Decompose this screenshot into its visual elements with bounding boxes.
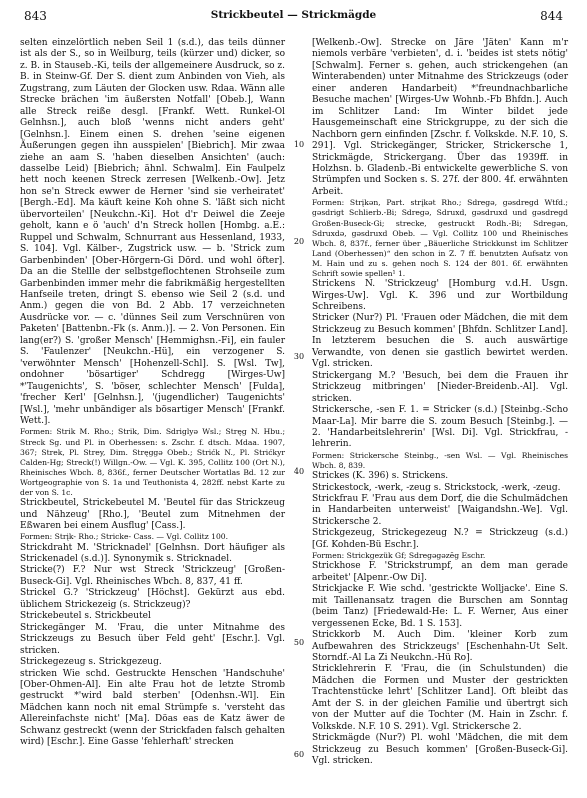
page-number-left: 843	[24, 9, 47, 23]
entry-paragraph: Formen: Strįk- Rho.; Stricke- Cass. — Vgl. Collitz 100.	[20, 532, 229, 542]
entry-paragraph: Stricke(?) F.? Nur wst Streck 'Strickzeug' [Großen-Buseck-Gi]. Vgl. Rheinisches Wbch. 8, 837, 41 ff.	[20, 565, 285, 587]
page-title: Strickbeutel — Strickmägde	[210, 9, 377, 21]
right-column	[312, 38, 568, 768]
entry-paragraph: Formen: Strickersche Steinbg., -sen Wsl. — Vgl. Rheinisches Wbch. 8, 839.	[312, 450, 568, 470]
entry-paragraph: Strickgezeug, Strickegezeug N.? = Strickzeug (s.d.) [Gf. Kohden-Bü Eschr.].	[312, 528, 568, 550]
entry-paragraph: Strickhose F. 'Strickstrumpf, an dem man gerade arbeitet' [Alpenr.-Ow Di].	[312, 561, 568, 583]
line-number: 50	[293, 638, 305, 647]
entry-paragraph: Strickens N. 'Strickzeug' [Homburg v.d.H. Usgn. Wirges-Uw]. Vgl. K. 396 und zur Wortbildung Schreibens.	[312, 279, 568, 312]
entry-paragraph: selten einzelörtlich neben Seil 1 (s.d.), das teils dünner ist als der S., so in Weilburg, teils (kürzer und) dicker, so z. B. in Stauseb.-Ki, teils der allgemeinere Ausdruck, so z. B. in Steinw-Gf. Der S. dient zum Anbinden von Vieh, als Zugstrang, zum Läuten der Glocken usw. Rdaa. Wänn alle Strecke brächen 'im äußersten Notfall' [Obeb.], Wann alle Streck reiße desgl. [Frankf. Wett. Runkel-Ol Gelnhsn.], auch bloß 'wenns nicht anders geht' [Gelnhsn.]. Einem einen S. drehen 'seine eigenen Äußerungen gegen ihn ausspielen' [Biebrich]. Mir zwaa ziehe an aam S. 'haben dieselben Ansichten' (auch: dasselbe Leid) [Biebrich; ähnl. Schwalm]. Ein Faulpelz hett noch keenen Streck zerresen [Welkenb.-Ow]. Jetz hon se'n Streck ewwer de Herner 'sind sie verheiratet' [Bergh.-Ed]. Ma käuft keine Koh ohne S. 'läßt sich nicht übervorteilen' [Neukchn.-Ki]. Hot d'r Deiwel die Zeeje geholt, kann e ö 'auch' d'n Streck hollen [Hombg. a.E.: Ruppel und Schwalm, Schnurrant aus Hessenland, 1933, S. 104]. Vgl. Kälber-, Zugstrick usw. — b. 'Strick zum Garbenbinden' [Ober-Hörgern-Gi Dörd. und wohl öfter]. Da an die Stellle der selbstgeflochtenen Strohseile zum Garbenbinden immer mehr die fabrikmäßig hergestellten Hanfseile treten, dringt S. ebenso wie Seil 2 (s.d. und Anm.) gegen die von Bd. 2 Abb. 17 verzeichneten Ausdrücke vor. — c. 'dünnes Seil zum Verschnüren von Paketen' [Battenbn.-Fk (s. Anm.)]. — 2. Von Personen. Ein lang(er?) S. 'großer Mensch' [Hemmighsn.-Fi], ein fauler S. 'Faulenzer' [Neukchn.-Hü], ein verzogener S. 'verwöhnter Mensch' [Hohenzell-Schl]. S. [Wsl. Tw], ondohner 'bösartiger' Schdregg [Wirges-Uw] *'Taugenichts', S. 'böser, schlechter Mensch' [Fulda], 'frecher Kerl' [Gelnhsn.], '(jugendlicher) Taugenichts' [Wsl.], 'mehr unbändiger als bösartiger Mensch' [Frankf. Wett.].	[20, 38, 285, 426]
page-header	[0, 0, 587, 30]
entry-paragraph: Strickestock, -werk, -zeug s. Strickstock, -werk, -zeug.	[312, 482, 561, 493]
entry-paragraph: Strickjacke F. Wie schd. 'gestrickte Wolljacke'. Eine S. mit Taillenansatz tragen die Burschen am Sonntag (beim Tanz) [Friedewald-He: L. F. Werner, Aus einer vergessenen Ecke, Bd. 1 S. 153].	[312, 584, 568, 629]
entry-paragraph: stricken Wie schd. Gestruckte Henschen 'Handschuhe' [Ober-Ohmen-Al]. Ein alte Frau hot de letzte Stromb gestruckt *'wird bald sterben' [Odenhsn.-Wl]. Ein Mädchen kann noch nit emal Strümpfe s. 'versteht das Allereinfachste nicht' [Ma]. Döas eas de Katz äwer de Schwanz gestreckt (wenn der Strickfaden falsch gehalten wird) [Eschr.]. Eine Gasse 'fehlerhaft' strecken	[20, 668, 285, 748]
entry-paragraph: Strickdraht M. 'Stricknadel' [Gelnhsn. Dort häufiger als Strickenadel (s.d.)]. Synonymik s. Stricknadel.	[20, 542, 285, 564]
line-number: 10	[293, 140, 305, 149]
entry-paragraph: Formen: Strįkən, Part. strįkət Rho.; Sdregə, gəsdregd Wtfd.; gəsdrigt Schlierb.-Bi; Sdregə, Sdruxd, gəsdruxd und gəsdregd Großen-Buseck-Gi; strecke, gestruckt Rodh.-Bi; Sdregən, Sdruxdə, gəsdruxd Obeb. — Vgl. Collitz 100 und Rheinisches Wbch. 8, 837f., ferner über „Bäuerliche Strickkunst im Schlitzer Land (Oberhessen)“ den schon in Z. 7 ff. benutzten Aufsatz von M. Hain und zu s. gehen noch S. 124 der 801. 6f. erwähnten Schrift sowie spellen¹ 1.	[312, 198, 568, 278]
left-column	[20, 38, 285, 749]
entry-paragraph: Stricklehrerin F. 'Frau, die (in Schulstunden) die Mädchen die Formen und Muster der gestrickten Trachtenstücke lehrt' [Schlitzer Land]. Oft bleibt das Amt der S. in der gleichen Familie und übertrgt sich von der Mutter auf die Tochter (M. Hain in Zschr. f. Volkskde. N.F. 10 S. 291). Vgl. Strickersche 2.	[312, 664, 568, 732]
entry-paragraph: Strickkorb M. Auch Dim. 'kleiner Korb zum Aufbewahren des Strickzeugs' [Eschenhahn-Ut Selt. Storndf.-Al La Zi Neukchn.-Hü Ro].	[312, 630, 568, 663]
page-number-right: 844	[540, 9, 563, 23]
line-number: 40	[293, 467, 305, 476]
entry-paragraph: Strickebeutel s. Strickbeutel	[20, 611, 151, 622]
line-number: 20	[293, 237, 305, 246]
entry-paragraph: [Welkenb.-Ow]. Strecke on Järe 'Jäten' Kann m'r niemols verbäre 'verbieten', d. i. 'beides ist stets nötig' [Schwalm]. Ferner s. gehen, auch strickengehen (an Winterabenden) unter Mitnahme des Strickzeugs (oder einer anderen Handarbeit) *'freundnachbarliche Besuche machen' [Wirges-Uw Wohnb.-Fb Bhfdn.]. Auch im Schlitzer Land: Im Winter bildet jede Hausgemeinschaft eine Strickgruppe, zu der sich die Nachborn gern einfinden [Zschr. f. Volkskde. N.F. 10, S. 291]. Vgl. Strickegänger, Stricker, Strickersche 1, Strickmägde, Strickergang. Über das 1939ff. in Holzhsn. b. Gladenb.-Bi entwickelte gewerbliche S. von Strümpfen und Socken s. S. 27f. der 800. 4f. erwähnten Arbeit.	[312, 38, 568, 197]
entry-paragraph: Strickel G.? 'Strickzeug' [Höchst]. Gekürzt aus ebd. üblichem Strickezeig (s. Strickzeug)?	[20, 588, 285, 610]
line-number: 30	[293, 352, 305, 361]
entry-paragraph: Strickergang M.? 'Besuch, bei dem die Frauen ihr Strickzeug mitbringen' [Nieder-Breidenb.-Al]. Vgl. stricken.	[312, 370, 568, 404]
entry-paragraph: Strickegezeug s. Strickgezeug.	[20, 657, 162, 668]
entry-paragraph: Strickersche, -sen F. 1. = Stricker (s.d.) [Steinbg.-Scho Maar-La]. Mir barre die S. zoum Besuch [Steinbg.]. — 2. 'Handarbeitslehrerin' [Wsl. Di]. Vgl. Strickfrau, -lehrerin.	[312, 405, 568, 450]
entry-paragraph: Formen: Strik M. Rho.; Strik, Dim. Sdriglyə Wsl.; Stręg N. Hbu.; Streck Sg. und Pl. in Oberhessen: s. Zschr. f. dtsch. Mdaa. 1907, 367; Strek, Pl. Strey, Dim. Stręggə Obeb.; Strićk N., Pl. Strićkyr Calden-Hg; Streck(!) Willgn.-Ow. — Vgl. K. 395, Collitz 100 (Ort N.), Rheinisches Wbch. 8, 836f., ferner Deutscher Wortatlas Bd. 12 zur Wortgeographie von S. 1a und Teuthonista 4, 282ff. nebst Karte zu der von S. 1c.	[20, 427, 285, 497]
entry-paragraph: Strickfrau F. 'Frau aus dem Dorf, die die Schulmädchen in Handarbeiten unterweist' [Waigandshn.-We]. Vgl. Strickersche 2.	[312, 493, 568, 527]
entry-paragraph: Strickegänger M. 'Frau, die unter Mitnahme des Strickzeugs zu Besuch über Feld geht' [Eschr.]. Vgl. stricken.	[20, 622, 285, 656]
line-number: 60	[293, 750, 305, 759]
entry-paragraph: Stricker (Nur?) Pl. 'Frauen oder Mädchen, die mit dem Strickzeug zu Besuch kommen' [Bhfdn. Schlitzer Land]. In letzterem besuchen die S. auch auswärtige Verwandte, von denen sie gastlich bewirtet werden. Vgl. stricken.	[312, 313, 568, 370]
entry-paragraph: Strickbeutel, Strickebeutel M. 'Beutel für das Strickzeug und Nähzeug' [Rho.], 'Beutel zum Mitnehmen der Eßwaren bei einem Ausflug' [Cass.].	[20, 498, 285, 531]
entry-paragraph: Strickes (K. 396) s. Strickens.	[312, 471, 449, 482]
entry-paragraph: Strickmägde (Nur?) Pl. wohl 'Mädchen, die mit dem Strickzeug zu Besuch kommen' [Großen-Buseck-Gi]. Vgl. stricken.	[312, 733, 568, 767]
entry-paragraph: Formen: Strickgezük Gf; Sdregəgəzēg Eschr.	[312, 551, 486, 561]
